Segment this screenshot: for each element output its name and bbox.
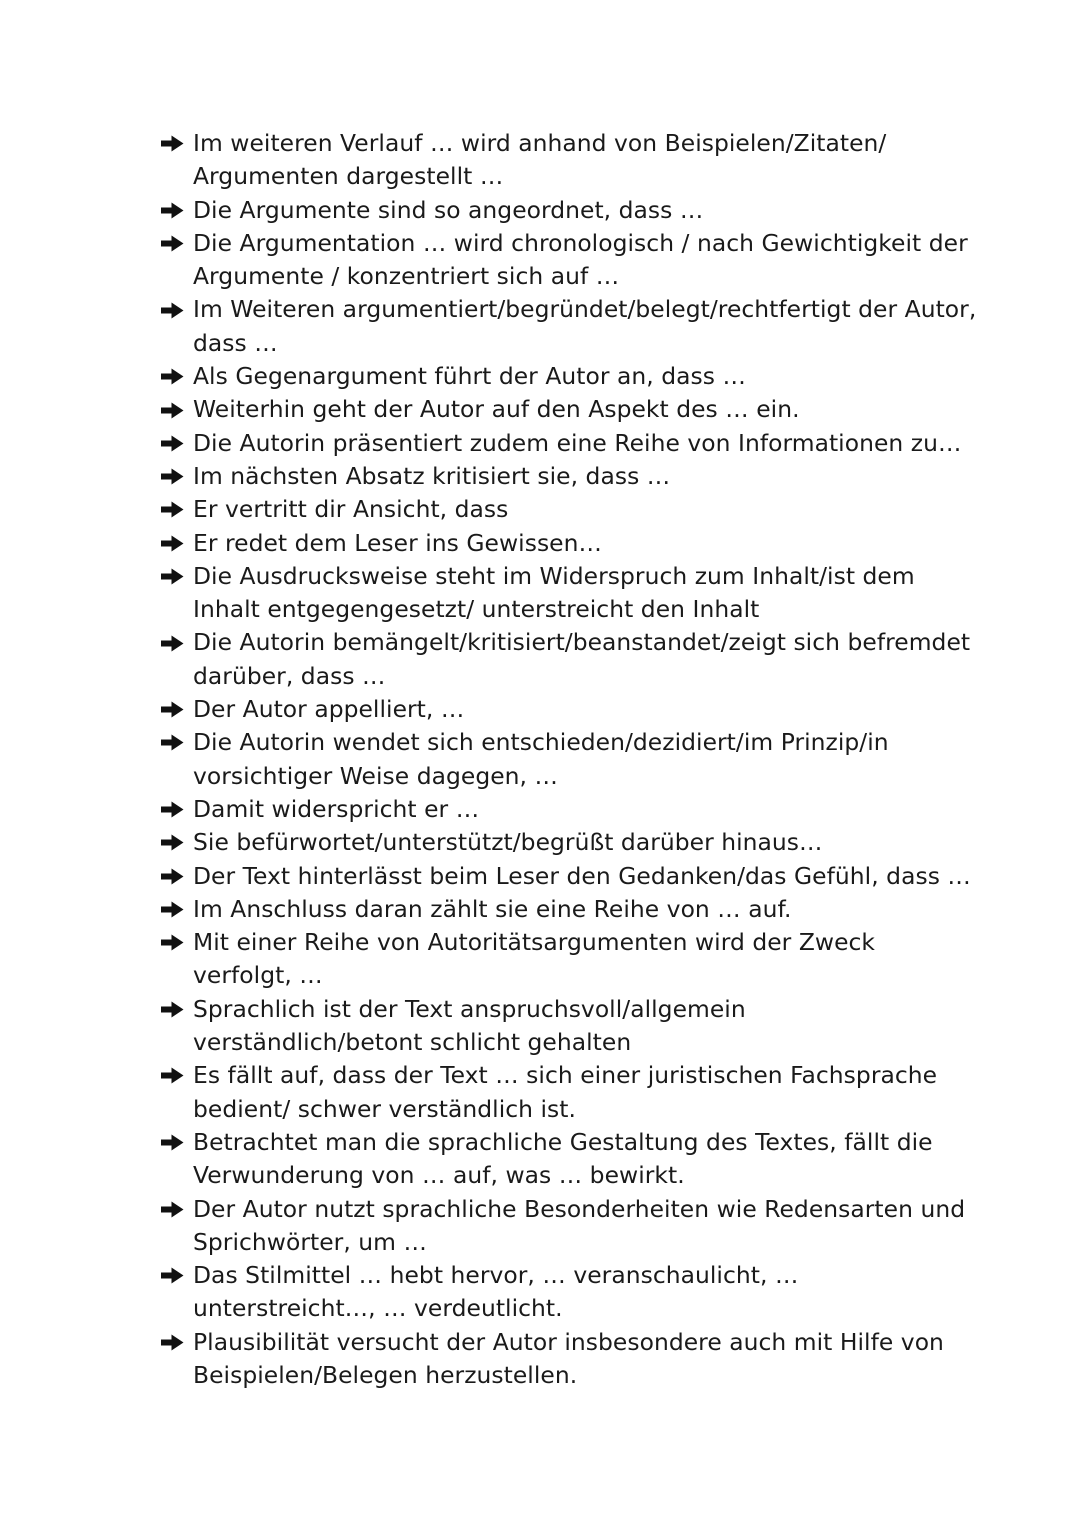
list-item-text: Der Autor nutzt sprachliche Besonderheiten wie Redensarten und Sprichwörter, um … xyxy=(193,1194,966,1256)
list-item xyxy=(160,393,980,426)
list-item xyxy=(160,194,980,227)
list-item xyxy=(160,826,980,859)
list-item-text: Damit widerspricht er … xyxy=(193,794,480,823)
arrow-right-icon xyxy=(160,860,193,893)
list-item-text: Es fällt auf, dass der Text … sich einer juristischen Fachsprache bedient/ schwer verständlich ist. xyxy=(193,1061,938,1123)
arrow-right-icon xyxy=(160,1326,193,1359)
list-item xyxy=(160,993,980,1060)
list-item-text: Die Autorin präsentiert zudem eine Reihe von Informationen zu… xyxy=(193,428,962,457)
arrow-right-icon xyxy=(160,1193,193,1226)
arrow-right-icon xyxy=(160,293,193,326)
arrow-right-icon xyxy=(160,493,193,526)
list-item xyxy=(160,460,980,493)
list-item-text: Im Weiteren argumentiert/begründet/belegt/rechtfertigt der Autor, dass … xyxy=(193,295,977,357)
list-item xyxy=(160,493,980,526)
list-item-text: Weiterhin geht der Autor auf den Aspekt des … ein. xyxy=(193,395,800,424)
list-item xyxy=(160,293,980,360)
list-item-text: Die Argumentation … wird chronologisch / nach Gewichtigkeit der Argumente / konzentriert sich auf … xyxy=(193,228,968,291)
arrow-right-icon xyxy=(160,1126,193,1159)
list-item xyxy=(160,926,980,993)
list-item-text: Das Stilmittel … hebt hervor, … veranschaulicht, … unterstreicht…, … verdeutlicht. xyxy=(193,1261,799,1323)
list-item xyxy=(160,527,980,560)
phrase-list xyxy=(160,127,980,1392)
list-item xyxy=(160,1193,980,1260)
arrow-right-icon xyxy=(160,993,193,1026)
list-item xyxy=(160,1259,980,1326)
list-item-text: Mit einer Reihe von Autoritätsargumenten wird der Zweck verfolgt, … xyxy=(193,928,876,990)
arrow-right-icon xyxy=(160,460,193,493)
list-item xyxy=(160,560,980,627)
list-item-text: Sie befürwortet/unterstützt/begrüßt darüber hinaus… xyxy=(193,828,823,857)
list-item xyxy=(160,127,980,194)
list-item-text: Der Text hinterlässt beim Leser den Gedanken/das Gefühl, dass … xyxy=(193,861,971,890)
list-item-text: Plausibilität versucht der Autor insbesondere auch mit Hilfe von Beispielen/Belegen herzustellen. xyxy=(193,1327,944,1389)
list-item xyxy=(160,227,980,294)
list-item-text: Sprachlich ist der Text anspruchsvoll/allgemein verständlich/betont schlicht gehalten xyxy=(193,994,746,1057)
list-item-text: Er vertritt dir Ansicht, dass xyxy=(193,495,509,524)
list-item-text: Die Autorin bemängelt/kritisiert/beanstandet/zeigt sich befremdet darüber, dass … xyxy=(193,628,971,690)
document-page xyxy=(160,127,980,1392)
arrow-right-icon xyxy=(160,626,193,659)
list-item xyxy=(160,793,980,826)
arrow-right-icon xyxy=(160,1059,193,1092)
arrow-right-icon xyxy=(160,726,193,759)
list-item-text: Im weiteren Verlauf … wird anhand von Beispielen/Zitaten/ Argumenten dargestellt … xyxy=(193,129,887,191)
list-item xyxy=(160,626,980,693)
arrow-right-icon xyxy=(160,560,193,593)
arrow-right-icon xyxy=(160,194,193,227)
list-item xyxy=(160,693,980,726)
arrow-right-icon xyxy=(160,793,193,826)
list-item xyxy=(160,1126,980,1193)
arrow-right-icon xyxy=(160,893,193,926)
list-item xyxy=(160,360,980,393)
arrow-right-icon xyxy=(160,227,193,260)
list-item-text: Die Ausdrucksweise steht im Widerspruch zum Inhalt/ist dem Inhalt entgegengesetzt/ unterstreicht den Inhalt xyxy=(193,561,915,624)
list-item xyxy=(160,893,980,926)
list-item xyxy=(160,427,980,460)
arrow-right-icon xyxy=(160,360,193,393)
arrow-right-icon xyxy=(160,693,193,726)
arrow-right-icon xyxy=(160,427,193,460)
arrow-right-icon xyxy=(160,393,193,426)
arrow-right-icon xyxy=(160,127,193,160)
arrow-right-icon xyxy=(160,527,193,560)
list-item xyxy=(160,726,980,793)
list-item xyxy=(160,1326,980,1393)
arrow-right-icon xyxy=(160,1259,193,1292)
list-item-text: Als Gegenargument führt der Autor an, dass … xyxy=(193,362,746,391)
list-item-text: Betrachtet man die sprachliche Gestaltung des Textes, fällt die Verwunderung von … auf, was … bewirkt. xyxy=(193,1127,933,1190)
list-item xyxy=(160,860,980,893)
list-item-text: Im Anschluss daran zählt sie eine Reihe von … auf. xyxy=(193,894,792,923)
list-item-text: Im nächsten Absatz kritisiert sie, dass … xyxy=(193,461,671,490)
list-item-text: Er redet dem Leser ins Gewissen… xyxy=(193,528,602,557)
arrow-right-icon xyxy=(160,826,193,859)
list-item xyxy=(160,1059,980,1126)
list-item-text: Der Autor appelliert, … xyxy=(193,695,465,724)
list-item-text: Die Autorin wendet sich entschieden/dezidiert/im Prinzip/in vorsichtiger Weise dagegen, … xyxy=(193,728,889,790)
list-item-text: Die Argumente sind so angeordnet, dass … xyxy=(193,195,704,224)
arrow-right-icon xyxy=(160,926,193,959)
